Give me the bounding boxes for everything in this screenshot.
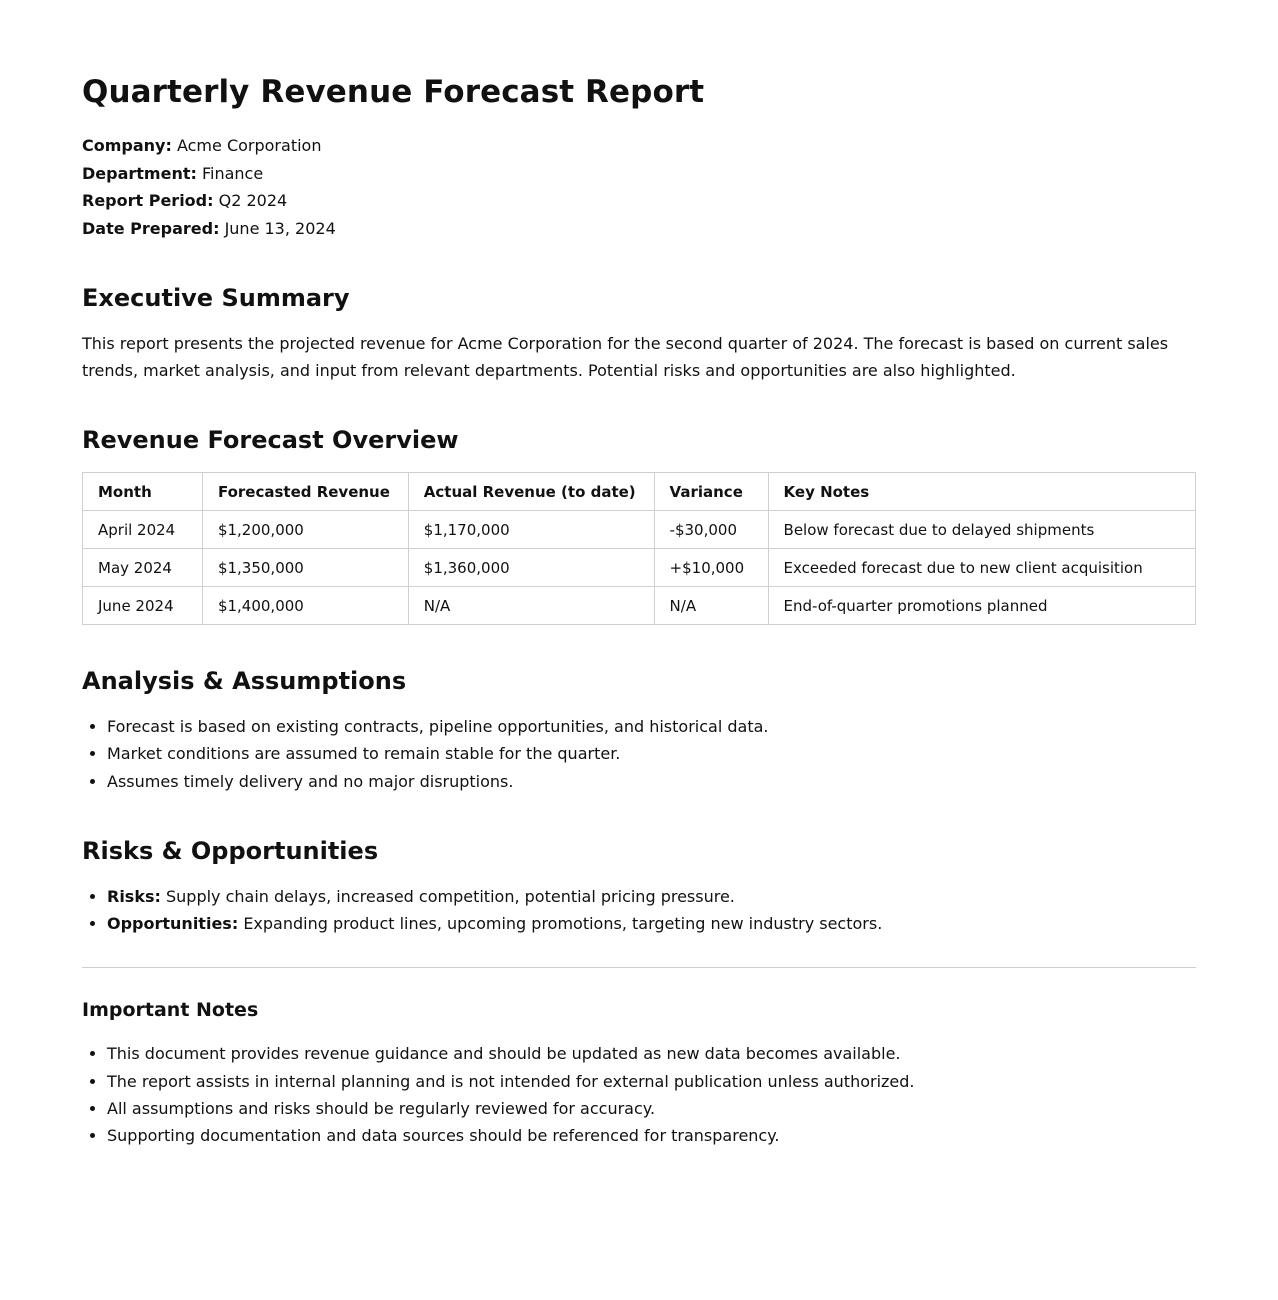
section-divider xyxy=(82,967,1196,968)
report-meta xyxy=(82,132,1196,242)
column-header: Forecasted Revenue xyxy=(202,473,408,511)
table-cell: Exceeded forecast due to new client acquisition xyxy=(768,549,1195,587)
meta-value: Finance xyxy=(201,163,264,183)
table-cell: $1,360,000 xyxy=(408,549,654,587)
meta-label: Report Period: xyxy=(82,191,214,210)
column-header: Month xyxy=(83,473,203,511)
item-label: Risks: xyxy=(107,886,161,906)
column-header: Variance xyxy=(654,473,768,511)
risks-list xyxy=(82,883,1196,938)
table-header-row xyxy=(83,473,1196,511)
table-row xyxy=(83,549,1196,587)
table-cell: April 2024 xyxy=(83,511,203,549)
table-row xyxy=(83,587,1196,625)
analysis-list xyxy=(82,713,1196,795)
list-item: • Supporting documentation and data sources should be referenced for transparency. xyxy=(107,1122,1196,1149)
list-item: • This document provides revenue guidance and should be updated as new data becomes available. xyxy=(107,1040,1196,1067)
meta-label: Department: xyxy=(82,163,197,183)
table-cell: N/A xyxy=(654,587,768,625)
page-title: Quarterly Revenue Forecast Report xyxy=(82,74,705,110)
table-cell: $1,200,000 xyxy=(202,511,408,549)
notes-heading: Important Notes xyxy=(82,999,259,1022)
table-cell: N/A xyxy=(408,587,654,625)
meta-value: June 13, 2024 xyxy=(224,218,336,238)
item-label: Opportunities: xyxy=(107,914,239,934)
table-cell: Below forecast due to delayed shipments xyxy=(768,511,1195,549)
meta-department xyxy=(82,160,1196,188)
table-cell: June 2024 xyxy=(83,587,203,625)
table-cell: $1,400,000 xyxy=(202,587,408,625)
meta-date-prepared xyxy=(82,215,1196,243)
executive-summary-heading: Executive Summary xyxy=(82,284,350,312)
overview-heading: Revenue Forecast Overview xyxy=(82,426,459,454)
item-text: Expanding product lines, upcoming promotions, targeting new industry sectors. xyxy=(243,914,883,934)
meta-company xyxy=(82,132,1196,160)
list-item xyxy=(107,883,1196,910)
risks-heading: Risks & Opportunities xyxy=(82,836,379,865)
table-cell: May 2024 xyxy=(83,549,203,587)
item-text: Supply chain delays, increased competition, potential pricing pressure. xyxy=(165,886,735,906)
column-header: Actual Revenue (to date) xyxy=(408,473,654,511)
meta-value: Acme Corporation xyxy=(176,136,322,155)
table-cell: $1,350,000 xyxy=(202,549,408,587)
meta-label: Company: xyxy=(82,136,172,155)
notes-list xyxy=(82,1040,1196,1149)
table-cell: End-of-quarter promotions planned xyxy=(768,587,1195,625)
table-row xyxy=(83,511,1196,549)
list-item: • Assumes timely delivery and no major disruptions. xyxy=(107,768,1196,795)
list-item: • Market conditions are assumed to remain stable for the quarter. xyxy=(107,740,1196,767)
analysis-heading: Analysis & Assumptions xyxy=(82,667,407,695)
list-item xyxy=(107,910,1196,937)
meta-value: Q2 2024 xyxy=(218,191,288,210)
revenue-forecast-table xyxy=(82,472,1196,625)
column-header: Key Notes xyxy=(768,473,1195,511)
list-item: • All assumptions and risks should be regularly reviewed for accuracy. xyxy=(107,1095,1196,1122)
executive-summary-text: This report presents the projected revenue for Acme Corporation for the second quarter of 2024. The forecast is based on current sales trends, market analysis, and input from relevant departments. Potential risks and opportunities are also highlighted. xyxy=(82,334,1169,380)
meta-report-period xyxy=(82,187,1196,215)
table-cell: +$10,000 xyxy=(654,549,768,587)
list-item: • The report assists in internal planning and is not intended for external publication unless authorized. xyxy=(107,1068,1196,1095)
table-cell: -$30,000 xyxy=(654,511,768,549)
meta-label: Date Prepared: xyxy=(82,218,220,238)
table-cell: $1,170,000 xyxy=(408,511,654,549)
list-item: • Forecast is based on existing contracts, pipeline opportunities, and historical data. xyxy=(107,713,1196,740)
